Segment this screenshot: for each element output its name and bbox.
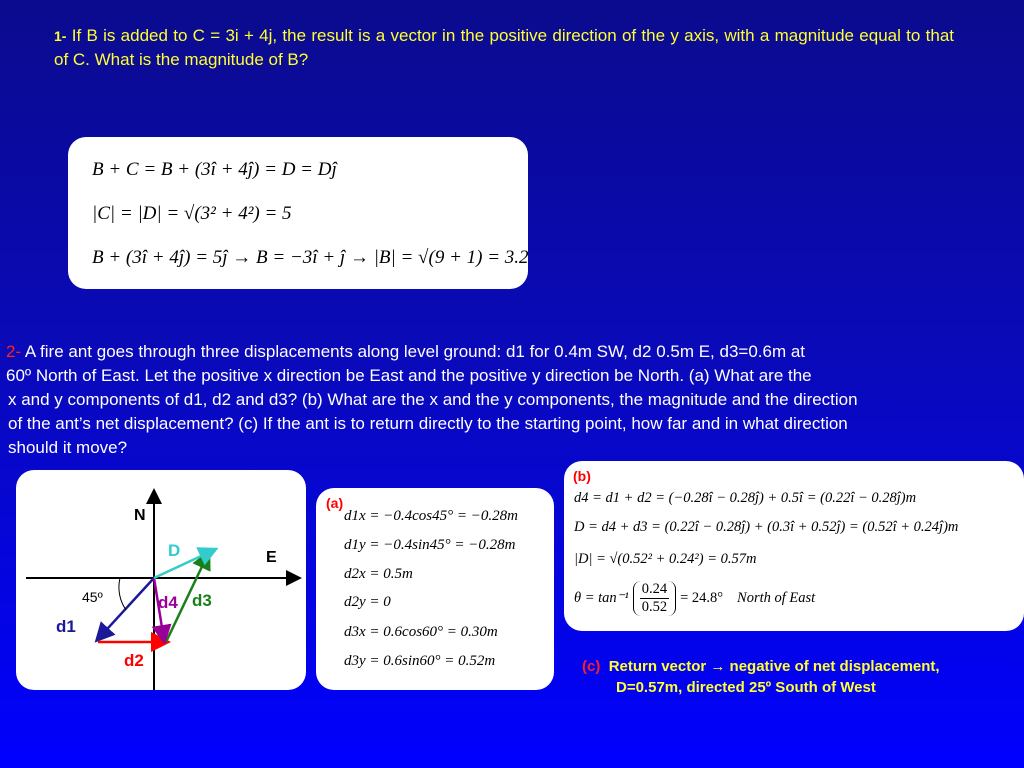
part-b-fraction (633, 581, 676, 616)
problem-1-number: 1- (54, 28, 67, 44)
d3-label: d3 (192, 591, 212, 610)
part-a-row-3: d2x = 0.5m (344, 566, 413, 582)
d1-label: d1 (56, 617, 76, 636)
solution-1-eq-1: B + C = B + (3î + 4ĵ) = D = Dĵ (92, 159, 337, 180)
problem-2-number: 2- (6, 342, 22, 361)
D-label: D (168, 541, 181, 560)
part-b-label: (b) (573, 468, 591, 484)
d1-vector (98, 578, 154, 639)
problem-2-line-3: x and y components of d1, d2 and d3? (b) What are the x and the y components, the magnitude and the direction (8, 390, 858, 409)
problem-2-line-1: A fire ant goes through three displacements along level ground: d1 for 0.4m SW, d2 0.5m E, d3=0.6m at (24, 342, 806, 361)
part-b-direction: North of East (737, 590, 816, 606)
part-b-fraction-num: 0.24 (641, 581, 668, 597)
problem-2-text (6, 340, 1006, 460)
part-b-card (564, 461, 1024, 631)
part-b-row-3: |D| = √(0.52² + 0.24²) = 0.57m (574, 551, 757, 567)
problem-1-line-1: If B is added to C = 3i + 4j, the result is a vector in the positive direction of the y axis, with a (71, 26, 770, 45)
angle-arc (119, 578, 126, 610)
problem-1-text (54, 24, 954, 72)
east-label: E (266, 549, 277, 566)
problem-1-line-2: magnitude equal to that of C. What is the magnitude of B? (54, 26, 954, 69)
part-a-row-6: d3y = 0.6sin60° = 0.52m (344, 653, 496, 669)
net-displacement-vector (154, 550, 214, 578)
north-label: N (134, 507, 146, 524)
solution-1-card (68, 137, 528, 289)
d4-label: d4 (158, 593, 178, 612)
solution-1-eq-2: |C| = |D| = √(3² + 4²) = 5 (92, 203, 292, 224)
part-a-label: (a) (326, 495, 344, 511)
part-a-row-4: d2y = 0 (344, 594, 391, 610)
part-b-row-1: d4 = d1 + d2 = (−0.28î − 0.28ĵ) + 0.5î = (0.22î − 0.28ĵ)m (574, 490, 917, 506)
problem-2-line-5: should it move? (8, 438, 128, 457)
part-a-row-1: d1x = −0.4cos45° = −0.28m (344, 508, 518, 524)
part-a-card (316, 488, 554, 690)
part-b-theta-rhs: = 24.8° (680, 590, 724, 606)
part-c-text (582, 656, 1012, 698)
part-b-fraction-den: 0.52 (641, 599, 668, 615)
part-c-label: (c) (582, 658, 601, 675)
solution-1-eq-3: B + (3î + 4ĵ) = 5ĵ → B = −3î + ĵ → |B| = √(9 + 1) = 3.2 (92, 247, 529, 268)
problem-2-line-2: 60º North of East. Let the positive x direction be East and the positive y direction be North. (a) What are the (6, 366, 812, 385)
part-b-row-4 (574, 581, 815, 616)
vector-diagram (16, 470, 306, 690)
part-a-row-5: d3x = 0.6cos60° = 0.30m (344, 624, 498, 640)
vector-diagram-card (16, 470, 306, 690)
part-c-line-2: D=0.57m, directed 25º South of West (616, 679, 876, 696)
part-a-row-2: d1y = −0.4sin45° = −0.28m (344, 537, 516, 553)
problem-2-line-4: of the ant’s net displacement? (c) If the ant is to return directly to the starting point, how far and in what direction (8, 414, 848, 433)
part-c-line-1: Return vector → negative of net displacement, (608, 658, 940, 675)
part-b-row-2: D = d4 + d3 = (0.22î − 0.28ĵ) + (0.3î + 0.52ĵ) = (0.52î + 0.24ĵ)m (574, 519, 959, 535)
part-b-theta-lhs: θ = tan⁻¹ (574, 590, 629, 606)
d2-label: d2 (124, 651, 144, 670)
angle-label: 45º (82, 589, 103, 605)
